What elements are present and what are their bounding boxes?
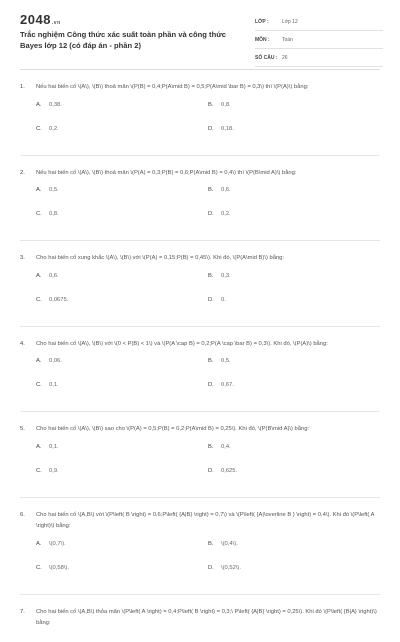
answer-option[interactable]	[36, 126, 208, 150]
question-text: Cho hai biến cố \(A\), \(B\) sao cho \(P(A) = 0,5;P(B) = 0,2;P(A\mid B) = 0,25\). Khi đó, \(P(B\mid A)\) bằng:	[36, 426, 310, 432]
question-item	[20, 424, 380, 498]
option-letter: C.	[36, 296, 42, 303]
question-number: 7.	[20, 608, 25, 615]
answer-option[interactable]	[208, 358, 380, 382]
option-letter: D.	[208, 125, 214, 132]
question-text-row	[20, 510, 380, 533]
answer-option[interactable]	[36, 297, 208, 321]
answer-option[interactable]	[36, 187, 208, 211]
option-letter: A.	[36, 272, 42, 279]
answer-option[interactable]	[208, 187, 380, 211]
option-text: 0,2.	[49, 125, 59, 132]
question-number: 6.	[20, 511, 25, 518]
option-text: 0,3.	[221, 272, 231, 279]
answer-option[interactable]	[208, 273, 380, 297]
option-text: 0,1.	[49, 443, 59, 450]
option-letter: C.	[36, 564, 42, 571]
option-letter: C.	[36, 467, 42, 474]
answer-option[interactable]	[36, 541, 208, 565]
option-text: 0,625.	[221, 467, 238, 474]
answer-option[interactable]	[36, 565, 208, 589]
question-text-row	[20, 424, 380, 436]
question-text: Cho hai biến cố \(A,B\) với \(P\left( B \right) = 0,6;P\left( {A|B} \right) = 0,7\) và \(P\left( {A|\overline B } \right) = 0,4\). Khi đó \(P\left( A \right)\) bằng:	[36, 511, 375, 529]
header	[0, 0, 400, 64]
answer-option[interactable]	[208, 444, 380, 468]
option-letter: B.	[208, 101, 214, 108]
option-text: 0,5.	[49, 187, 59, 193]
answer-option[interactable]	[36, 468, 208, 492]
answer-option[interactable]	[36, 102, 208, 126]
option-letter: B.	[208, 443, 214, 450]
option-text: 0,0675.	[49, 296, 69, 303]
option-text: 0,38.	[49, 101, 62, 108]
option-text: 0,4.	[221, 443, 231, 450]
option-text: 0,06.	[49, 358, 62, 364]
answer-option[interactable]	[208, 382, 380, 406]
option-text: 0,8.	[49, 211, 59, 217]
option-letter: A.	[36, 101, 42, 108]
option-letter: D.	[208, 211, 214, 217]
answer-options	[20, 187, 380, 235]
question-number: 3.	[20, 255, 25, 261]
option-text: \(0,7\).	[49, 540, 66, 547]
meta-label: MÔN :	[255, 36, 270, 43]
meta-label: LỚP :	[255, 18, 269, 25]
meta-value: 26	[282, 54, 288, 61]
question-text-row	[20, 607, 380, 630]
option-letter: D.	[208, 467, 214, 474]
answer-options	[20, 444, 380, 492]
option-text: 0,9.	[49, 467, 59, 474]
option-text: 0,5.	[221, 358, 231, 364]
answer-option[interactable]	[208, 211, 380, 235]
meta-row-subject	[255, 31, 383, 49]
meta-label: SỐ CÂU :	[255, 54, 278, 61]
question-number: 4.	[20, 340, 25, 347]
answer-option[interactable]	[208, 541, 380, 565]
question-number: 2.	[20, 169, 25, 176]
option-letter: B.	[208, 272, 214, 279]
answer-options	[20, 541, 380, 589]
answer-options	[20, 358, 380, 406]
logo-suffix: .vn	[51, 20, 61, 26]
option-letter: A.	[36, 187, 42, 193]
option-text: 0,18.	[221, 125, 234, 132]
question-item	[20, 510, 380, 595]
answer-option[interactable]	[36, 358, 208, 382]
option-letter: A.	[36, 358, 42, 364]
question-text: Cho hai biến cố xung khắc \(A\), \(B\) với \(P(A) = 0,15;P(B) = 0,45\). Khi đó, \(P(A\mid B)\) bằng:	[36, 255, 285, 261]
option-letter: D.	[208, 382, 214, 388]
meta-value: Lớp 12	[282, 18, 298, 25]
option-letter: B.	[208, 358, 214, 364]
logo-text: 2048	[20, 12, 51, 27]
question-text: Cho hai biến cố \(A,B\) thỏa mãn \(P\left( A \right) = 0,4;P\left( B \right) = 0,3;\ P\left( {A|B} \right) = 0,25\). Khi đó \(P\left( {B|A} \right)\) bằng:	[36, 608, 377, 626]
answer-option[interactable]	[208, 102, 380, 126]
option-letter: C.	[36, 211, 42, 217]
option-text: 0,6.	[49, 272, 59, 279]
question-number: 5.	[20, 426, 25, 432]
question-number: 1.	[20, 84, 25, 90]
option-letter: B.	[208, 187, 214, 193]
option-text: 0,67.	[221, 382, 234, 388]
meta-row-class	[255, 13, 383, 31]
option-letter: D.	[208, 564, 214, 571]
meta-info	[255, 13, 383, 67]
answer-option[interactable]	[208, 468, 380, 492]
question-item	[20, 168, 380, 242]
option-letter: A.	[36, 540, 42, 547]
option-letter: A.	[36, 443, 42, 450]
option-letter: B.	[208, 540, 214, 547]
question-text-row	[20, 253, 380, 265]
question-item	[20, 82, 380, 156]
option-letter: C.	[36, 125, 42, 132]
question-text-row	[20, 339, 380, 351]
option-letter: D.	[208, 296, 214, 303]
question-item	[20, 607, 380, 630]
question-text: Nếu hai biến cố \(A\), \(B\) thoả mãn \(P(A) = 0,3;P(B) = 0,6;P(A\mid B) = 0,4\) thì \(P(B\mid A)\) bằng:	[36, 169, 297, 176]
option-text: 0,2.	[221, 211, 231, 217]
option-text: 0.	[221, 296, 226, 303]
option-letter: C.	[36, 382, 42, 388]
answer-option[interactable]	[208, 565, 380, 589]
header-divider	[20, 69, 380, 70]
answer-options	[20, 102, 380, 150]
option-text: \(0,52\).	[221, 564, 241, 571]
option-text: 0,8.	[221, 101, 231, 108]
answer-option[interactable]	[36, 273, 208, 297]
question-item	[20, 253, 380, 327]
page-title: Trắc nghiệm Công thức xác suất toàn phần và công thức Bayes lớp 12 (có đáp án - phần 2)	[20, 30, 226, 50]
site-logo[interactable]	[20, 12, 61, 27]
question-text: Nếu hai biến cố \(A\), \(B\) thoả mãn \(P(B) = 0,4;P(A\mid B) = 0,5;P(A\mid \bar B) = 0,3\) thì \(P(A)\) bằng:	[36, 84, 309, 90]
answer-options	[20, 273, 380, 321]
question-list	[20, 82, 380, 642]
answer-option[interactable]	[36, 211, 208, 235]
question-text-row	[20, 82, 380, 94]
question-text: Cho hai biến cố \(A\), \(B\) với \(0 < P(B) < 1\) và \(P(A \cap B) = 0,2;P(A \cap \bar B) = 0,3\). Khi đó, \(P(A)\) bằng:	[36, 340, 328, 347]
answer-option[interactable]	[36, 444, 208, 468]
answer-option[interactable]	[208, 297, 380, 321]
option-text: \(0,58\).	[49, 564, 69, 571]
option-text: \(0,4\).	[221, 540, 238, 547]
answer-option[interactable]	[36, 382, 208, 406]
meta-row-count	[255, 49, 383, 67]
option-text: 0,1.	[49, 382, 59, 388]
question-text-row	[20, 168, 380, 180]
answer-option[interactable]	[208, 126, 380, 150]
meta-value: Toán	[282, 36, 293, 43]
option-text: 0,6.	[221, 187, 231, 193]
question-item	[20, 339, 380, 413]
